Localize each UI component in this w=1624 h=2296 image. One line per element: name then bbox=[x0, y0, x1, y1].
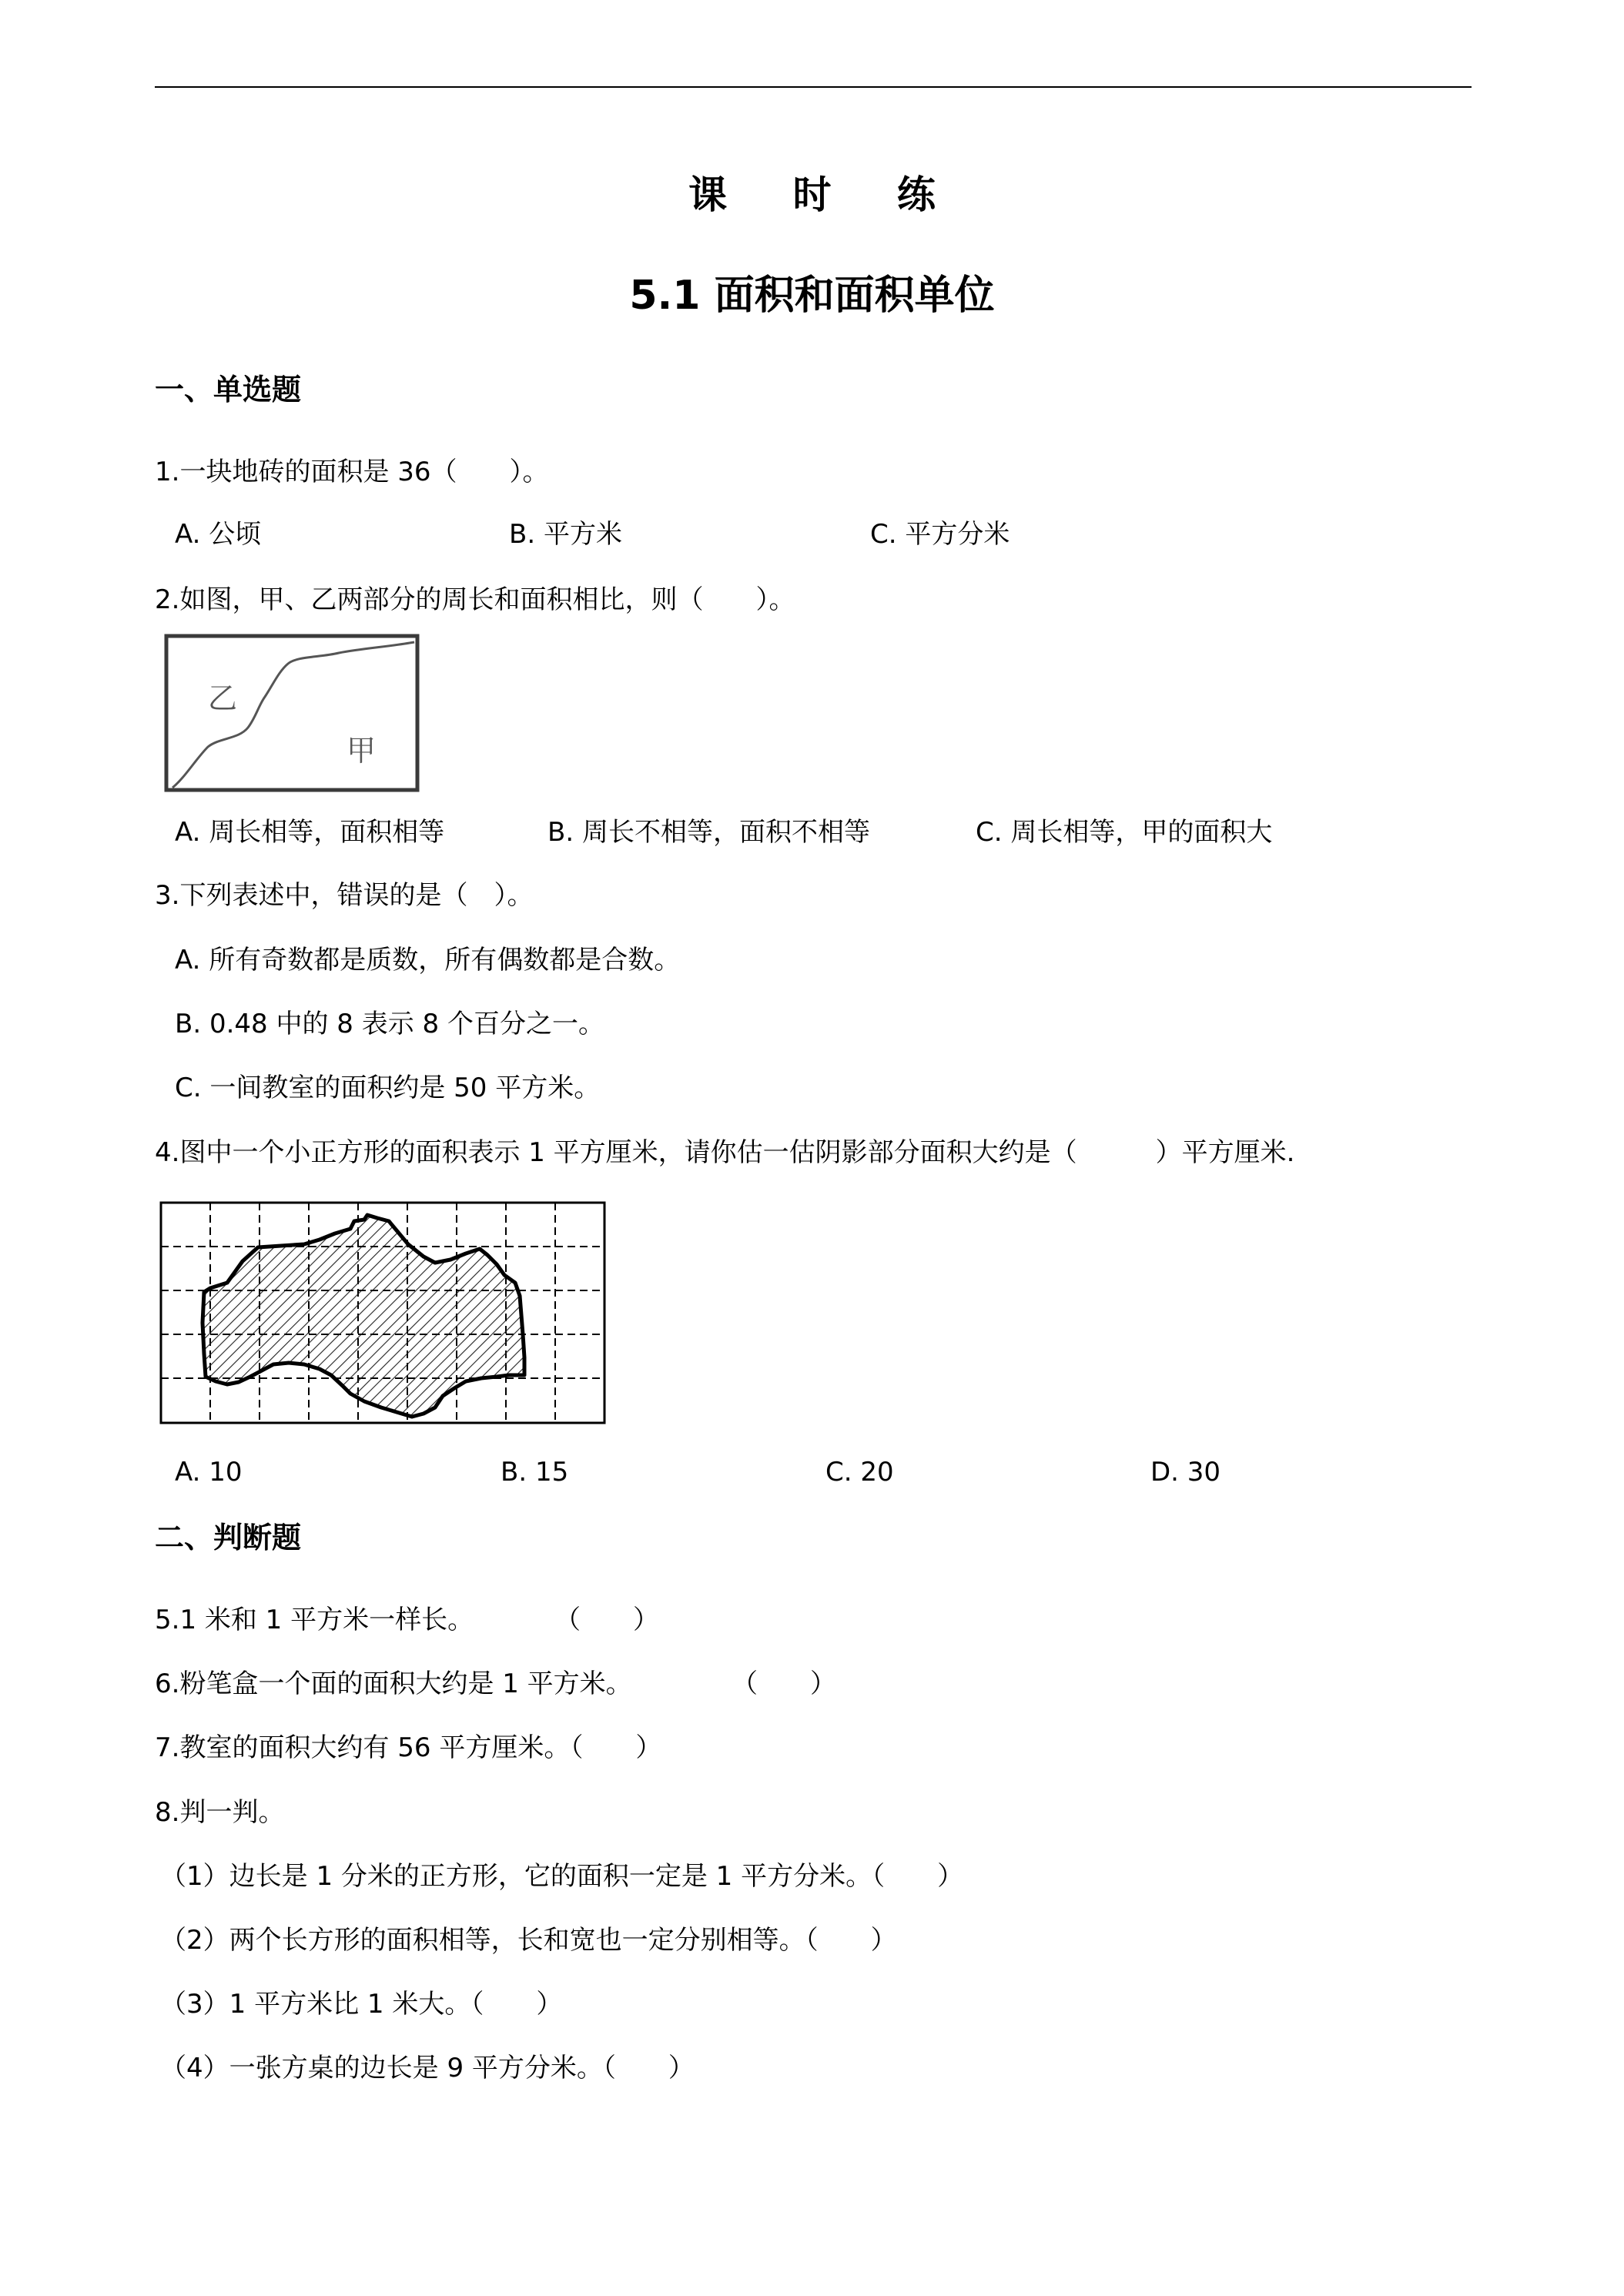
question-3: 3.下列表述中，错误的是（ ）。 bbox=[155, 880, 534, 911]
q2-option-b: B. 周长不相等，面积不相等 bbox=[547, 817, 870, 848]
q8-item-4: （4）一张方桌的边长是 9 平方分米。（ ） bbox=[160, 2053, 695, 2083]
q2-option-a: A. 周长相等，面积相等 bbox=[175, 817, 445, 848]
q2-option-c: C. 周长相等，甲的面积大 bbox=[976, 817, 1273, 848]
lesson-title: 5.1 面积和面积单位 bbox=[629, 273, 995, 319]
q4-option-d: D. 30 bbox=[1150, 1457, 1221, 1488]
header-rule bbox=[155, 86, 1472, 88]
question-4: 4.图中一个小正方形的面积表示 1 平方厘米，请你估一估阴影部分面积大约是（ ）平方厘米. bbox=[155, 1137, 1295, 1168]
q3-option-b: B. 0.48 中的 8 表示 8 个百分之一。 bbox=[175, 1009, 604, 1039]
q2-figure-frame bbox=[166, 636, 417, 790]
q4-shaded-region bbox=[203, 1215, 524, 1417]
q1-option-c: C. 平方分米 bbox=[870, 519, 1010, 550]
q1-option-b: B. 平方米 bbox=[509, 519, 622, 550]
question-6: 6.粉笔盒一个面的面积大约是 1 平方米。 bbox=[155, 1668, 632, 1699]
q2-figure bbox=[162, 631, 424, 795]
q4-option-a: A. 10 bbox=[175, 1457, 243, 1488]
q8-item-3: （3）1 平方米比 1 米大。（ ） bbox=[160, 1989, 563, 2020]
question-5: 5.1 米和 1 平方米一样长。 bbox=[155, 1605, 474, 1635]
q3-option-c: C. 一间教室的面积约是 50 平方米。 bbox=[175, 1073, 601, 1103]
q4-option-b: B. 15 bbox=[501, 1457, 569, 1488]
q3-option-a: A. 所有奇数都是质数，所有偶数都是合数。 bbox=[175, 945, 681, 976]
q2-label-jia: 甲 bbox=[347, 734, 377, 768]
question-8: 8.判一判。 bbox=[155, 1797, 285, 1828]
q6-answer-blank: （ ） bbox=[732, 1668, 836, 1699]
q1-option-a: A. 公顷 bbox=[175, 519, 262, 550]
section-heading-single-choice: 一、单选题 bbox=[155, 373, 302, 407]
q4-option-c: C. 20 bbox=[825, 1457, 894, 1488]
q5-answer-blank: （ ） bbox=[554, 1605, 659, 1635]
question-1: 1.一块地砖的面积是 36（ ）。 bbox=[155, 457, 549, 487]
q8-item-1: （1）边长是 1 分米的正方形，它的面积一定是 1 平方分米。（ ） bbox=[160, 1861, 964, 1892]
q2-label-yi: 乙 bbox=[208, 681, 238, 715]
q8-item-2: （2）两个长方形的面积相等，长和宽也一定分别相等。（ ） bbox=[160, 1925, 897, 1956]
q4-grid-figure bbox=[158, 1200, 608, 1426]
question-7: 7.教室的面积大约有 56 平方厘米。（ ） bbox=[155, 1732, 662, 1763]
section-heading-true-false: 二、判断题 bbox=[155, 1521, 302, 1555]
question-2: 2.如图，甲、乙两部分的周长和面积相比，则（ ）。 bbox=[155, 584, 795, 615]
page-title: 课 时 练 bbox=[688, 172, 962, 217]
